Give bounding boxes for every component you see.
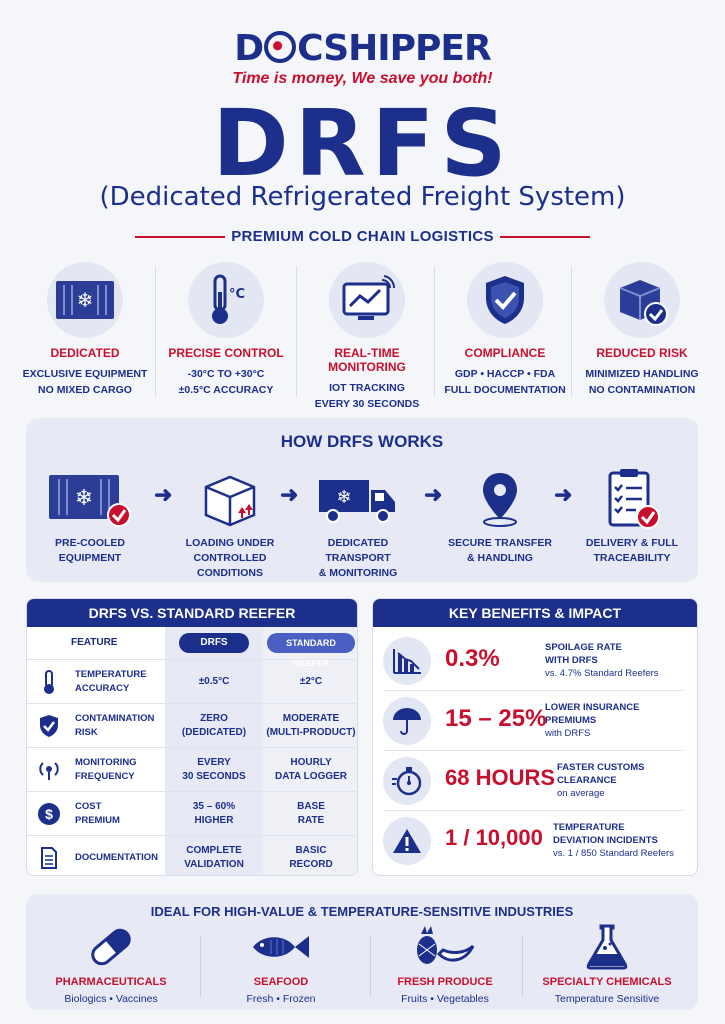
how-title: HOW DRFS WORKS <box>280 432 444 451</box>
clipboard-check-icon <box>572 468 692 530</box>
col-header-drfs: DRFS <box>179 633 249 653</box>
industry-fresh-produce: FRESH PRODUCE Fruits • Vegetables <box>360 924 530 1005</box>
comparison-title: DRFS VS. STANDARD REEFER <box>27 599 357 627</box>
table-row: $ COST PREMIUM 35 – 60% HIGHER BASE RATE <box>27 791 358 835</box>
dollar-icon: $ <box>37 802 61 826</box>
table-row: DOCUMENTATION COMPLETE VALIDATION BASIC RECORD <box>27 835 358 876</box>
thermometer-icon <box>188 262 264 338</box>
arrow-right-icon: ➜ <box>154 482 173 507</box>
table-row: MONITORING FREQUENCY EVERY 30 SECONDS HOURLY DATA LOGGER <box>27 747 358 791</box>
logo-text-start: D <box>234 28 264 69</box>
fish-icon <box>196 924 366 970</box>
stopwatch-icon <box>383 757 431 805</box>
divider <box>155 266 156 396</box>
svg-text:❄: ❄ <box>336 487 352 508</box>
page-title: DRFS <box>212 90 513 197</box>
benefit-item: 68 HOURS FASTER CUSTOMS CLEARANCE on average <box>383 751 683 811</box>
feature-title: PRECISE CONTROL <box>168 346 284 360</box>
shield-check-icon <box>37 714 61 738</box>
benefit-item: 15 – 25% LOWER INSURANCE PREMIUMS with DRFS <box>383 691 683 751</box>
step-delivery: DELIVERY & FULL TRACEABILITY <box>572 468 692 566</box>
signal-icon <box>37 758 61 782</box>
feature-desc: EXCLUSIVE EQUIPMENT NO MIXED CARGO <box>22 368 148 396</box>
container-check-icon <box>30 468 150 530</box>
feature-dedicated <box>16 262 154 398</box>
feature-title: REAL-TIME MONITORING <box>328 346 406 374</box>
document-icon <box>37 846 61 870</box>
col-header-feature: FEATURE <box>71 637 118 648</box>
step-transfer: SECURE TRANSFER & HANDLING <box>440 468 560 566</box>
step-pre-cooled: ❄ PRE-COOLED EQUIPMENT <box>30 468 150 566</box>
monitor-chart-icon <box>329 262 405 338</box>
fruit-icon <box>360 924 530 970</box>
divider <box>434 266 435 396</box>
feature-title: COMPLIANCE <box>464 346 546 360</box>
thermometer-icon <box>37 670 61 694</box>
industry-pharmaceuticals: PHARMACEUTICALS Biologics • Vaccines <box>26 924 196 1005</box>
svg-text:❄: ❄ <box>74 486 94 511</box>
benefits-card <box>372 598 698 876</box>
benefits-title: KEY BENEFITS & IMPACT <box>373 599 697 627</box>
arrow-right-icon: ➜ <box>554 482 573 507</box>
location-pin-icon <box>440 468 560 530</box>
how-it-works-panel <box>26 418 698 582</box>
industries-panel <box>26 894 698 1010</box>
docshipper-logo <box>0 28 725 69</box>
step-loading: LOADING UNDER CONTROLLED CONDITIONS <box>170 468 290 581</box>
comparison-table <box>26 598 358 876</box>
chart-down-icon <box>383 637 431 685</box>
arrow-right-icon: ➜ <box>424 482 443 507</box>
container-snowflake-icon <box>47 262 123 338</box>
step-transport: ❄ DEDICATED TRANSPORT & MONITORING <box>298 468 418 581</box>
feature-desc: IOT TRACKING EVERY 30 SECONDS <box>314 382 420 410</box>
svg-text:❄: ❄ <box>76 288 94 312</box>
divider <box>571 266 572 396</box>
benefit-value: 68 HOURS <box>445 765 556 790</box>
tagline: Time is money, We save you both! <box>232 70 493 87</box>
warning-icon <box>383 817 431 865</box>
feature-real-time-monitoring <box>298 262 436 412</box>
logo-text-end: CSHIPPER <box>297 28 491 69</box>
feature-desc: GDP • HACCP • FDA FULL DOCUMENTATION <box>444 368 566 396</box>
umbrella-icon <box>383 697 431 745</box>
benefit-value: 15 – 25% <box>445 705 547 732</box>
feature-desc: -30°C TO +30°C ±0.5°C ACCURACY <box>178 368 274 396</box>
divider <box>296 266 297 396</box>
feature-compliance <box>436 262 574 398</box>
industries-title: IDEAL FOR HIGH-VALUE & TEMPERATURE-SENSITIVE INDUSTRIES <box>150 904 574 919</box>
benefit-value: 1 / 10,000 <box>445 825 543 850</box>
table-row: TEMPERATURE ACCURACY ±0.5°C ±2°C <box>27 659 358 703</box>
flask-icon <box>522 924 692 970</box>
page-subtitle: (Dedicated Refrigerated Freight System) <box>99 182 626 212</box>
box-arrows-icon <box>170 468 290 530</box>
shield-check-icon <box>467 262 543 338</box>
feature-desc: MINIMIZED HANDLING NO CONTAMINATION <box>585 368 699 396</box>
feature-title: DEDICATED <box>50 346 120 360</box>
feature-precise-control <box>157 262 295 398</box>
pill-icon <box>26 924 196 970</box>
svg-text:°C: °C <box>229 287 246 302</box>
feature-reduced-risk <box>573 262 711 398</box>
col-header-standard-reefer: STANDARD REEFER <box>267 633 355 653</box>
benefit-item: 1 / 10,000 TEMPERATURE DEVIATION INCIDENTS vs. 1 / 850 Standard Reefers <box>383 811 683 871</box>
benefit-value: 0.3% <box>445 645 500 672</box>
box-check-icon <box>604 262 680 338</box>
table-row: CONTAMINATION RISK ZERO (DEDICATED) MODERATE (MULTI-PRODUCT) <box>27 703 358 747</box>
arrow-right-icon: ➜ <box>280 482 299 507</box>
truck-snowflake-icon <box>298 468 418 530</box>
feature-title: REDUCED RISK <box>596 346 688 360</box>
industry-specialty-chemicals: SPECIALTY CHEMICALS Temperature Sensitive <box>522 924 692 1005</box>
globe-icon <box>264 31 296 63</box>
benefit-item: 0.3% SPOILAGE RATE WITH DRFS vs. 4.7% Standard Reefers <box>383 631 683 691</box>
industry-seafood: SEAFOOD Fresh • Frozen <box>196 924 366 1005</box>
section-label: PREMIUM COLD CHAIN LOGISTICS <box>231 228 494 245</box>
